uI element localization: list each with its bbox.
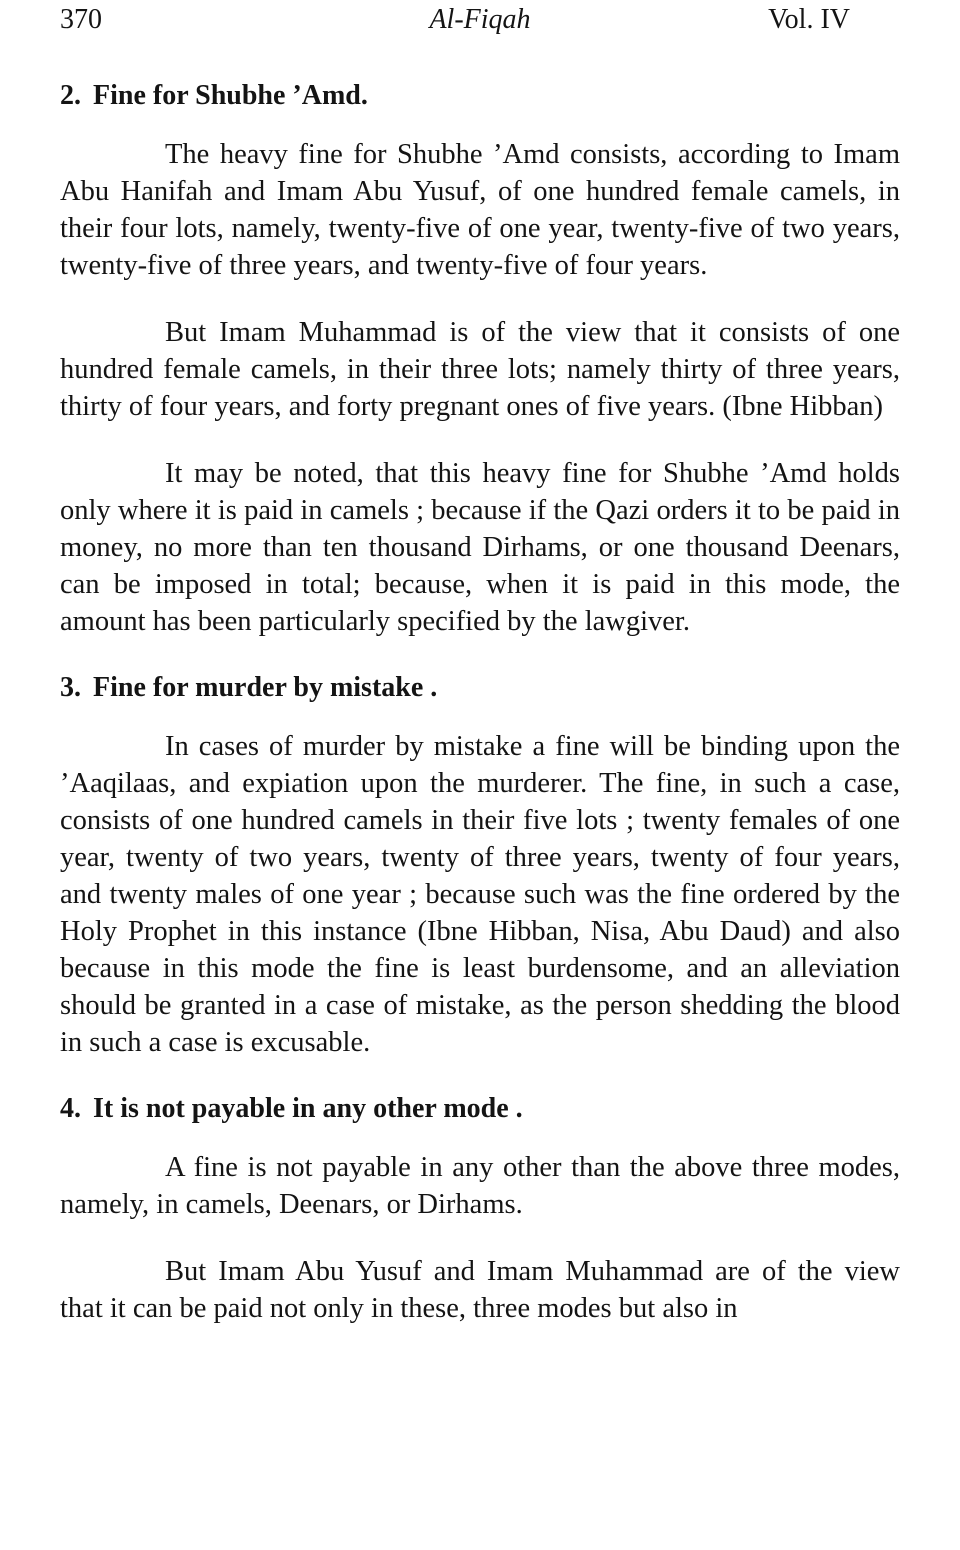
running-header — [60, 0, 900, 50]
paragraph: In cases of murder by mistake a fine will be binding upon the ’Aaqilaas, and expiation upon the murderer. The fine, in such a case, consists of one hundred camels in their five lots ; twenty females of one year, twenty of two years, twenty of three years, twenty of four years, and twenty males of one year ; because such was the fine ordered by the Holy Prophet in this instance (Ibne Hibban, Nisa, Abu Daud) and also because in this mode the fine is least burdensome, and an alleviation should be granted in a case of mistake, as the person shedding the blood in such a case is excusable. — [60, 731, 900, 1058]
book-title: Al-Fiqah — [429, 4, 531, 35]
section-heading-2 — [60, 78, 900, 114]
section-number: 4. — [60, 1093, 81, 1124]
section-heading-4 — [60, 1091, 900, 1127]
section-title: Fine for murder by mistake . — [93, 672, 438, 703]
section-title: It is not payable in any other mode . — [93, 1093, 523, 1124]
section-number: 2. — [60, 80, 81, 111]
volume-label: Vol. IV — [768, 4, 850, 35]
paragraph: But Imam Abu Yusuf and Imam Muhammad are of the view that it can be paid not only in these, three modes but also in — [60, 1256, 900, 1324]
paragraph: But Imam Muhammad is of the view that it consists of one hundred female camels, in their three lots; namely thirty of three years, thirty of four years, and forty pregnant ones of five years. (Ibne Hibban) — [60, 317, 900, 422]
section-heading-3 — [60, 670, 900, 706]
page-number: 370 — [60, 4, 102, 35]
paragraph: It may be noted, that this heavy fine for Shubhe ’Amd holds only where it is paid in camels ; because if the Qazi orders it to be paid in money, no more than ten thousand Dirhams, or one thousand Deenars, can be imposed in total; because, when it is paid in this mode, the amount has been particularly specified by the lawgiver. — [60, 458, 900, 637]
paragraph: A fine is not payable in any other than the above three modes, namely, in camels, Deenars, or Dirhams. — [60, 1152, 900, 1220]
section-number: 3. — [60, 672, 81, 703]
paragraph: The heavy fine for Shubhe ’Amd consists, according to Imam Abu Hanifah and Imam Abu Yusuf, of one hundred female camels, in their four lots, namely, twenty-five of one year, twenty-five of two years, twenty-five of three years, and twenty-five of four years. — [60, 139, 900, 281]
section-title: Fine for Shubhe ’Amd. — [93, 80, 368, 111]
document-page — [60, 0, 900, 1357]
